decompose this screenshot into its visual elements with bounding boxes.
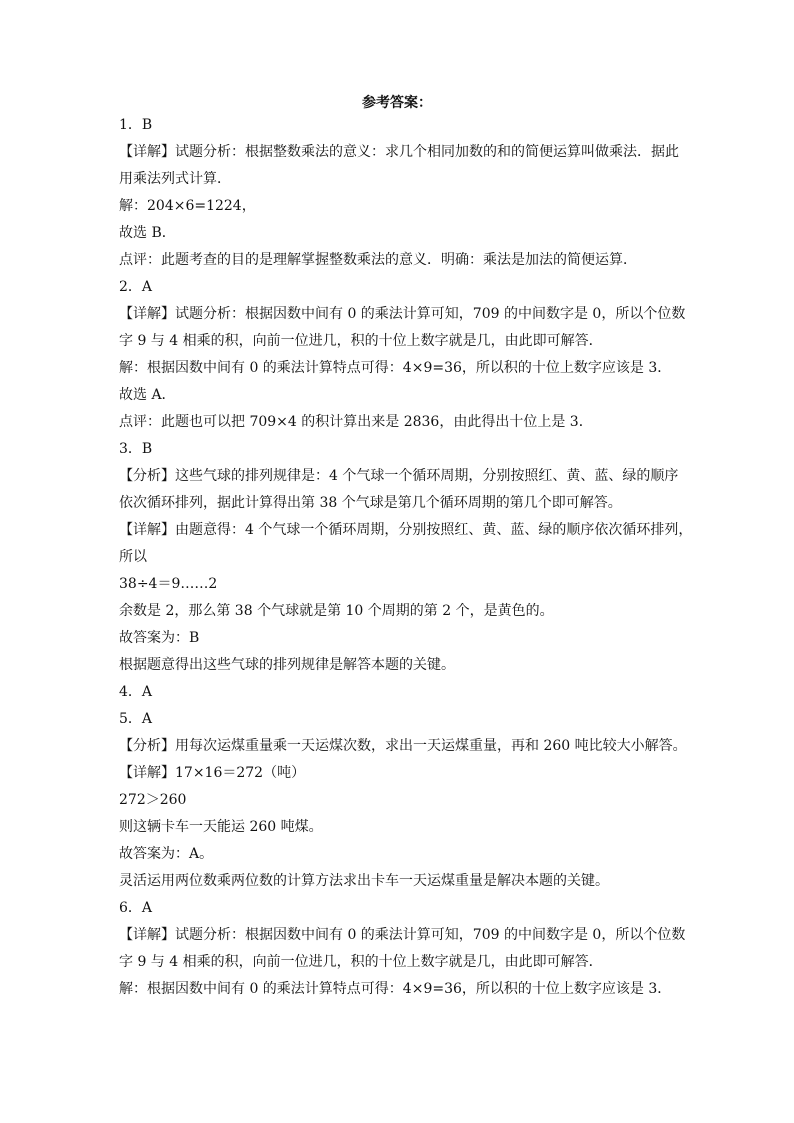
text-line: 【详解】试题分析：根据因数中间有 0 的乘法计算可知，709 的中间数字是 0，所以个位数 xyxy=(119,306,686,322)
text-line: 4．A xyxy=(119,684,153,700)
text-line: 2．A xyxy=(119,279,153,295)
text-line: 38÷4＝9……2 xyxy=(119,576,218,592)
text-line: 用乘法列式计算． xyxy=(119,171,231,187)
text-line: 依次循环排列，据此计算得出第 38 个气球是第几个循环周期的第几个即可解答。 xyxy=(119,495,622,511)
text-line: 点评：此题考查的目的是理解掌握整数乘法的意义．明确：乘法是加法的简便运算． xyxy=(119,252,637,268)
text-line: 解：204×6=1224， xyxy=(119,198,256,214)
text-line: 5．A xyxy=(119,711,153,727)
text-line: 余数是 2，那么第 38 个气球就是第 10 个周期的第 2 个，是黄色的。 xyxy=(119,603,554,619)
text-line: 故答案为：B xyxy=(119,630,200,646)
text-line: 【详解】17×16＝272（吨） xyxy=(119,765,306,781)
text-line: 故答案为：A。 xyxy=(119,846,214,862)
text-line: 解：根据因数中间有 0 的乘法计算特点可得：4×9=36，所以积的十位上数字应该是 3． xyxy=(119,360,672,376)
text-line: 3．B xyxy=(119,441,153,457)
text-line: 点评：此题也可以把 709×4 的积计算出来是 2836，由此得出十位上是 3． xyxy=(119,414,593,430)
text-line: 解：根据因数中间有 0 的乘法计算特点可得：4×9=36，所以积的十位上数字应该是 3． xyxy=(119,981,672,997)
text-line: 【详解】由题意得：4 个气球一个循环周期，分别按照红、黄、蓝、绿的顺序依次循环排列， xyxy=(119,522,693,538)
text-line: 则这辆卡车一天能运 260 吨煤。 xyxy=(119,819,323,835)
text-line: 故选 B． xyxy=(119,225,176,241)
text-line: 所以 xyxy=(119,549,147,565)
text-line: 字 9 与 4 相乘的积，向前一位进几，积的十位上数字就是几，由此即可解答． xyxy=(119,333,603,349)
text-line: 6．A xyxy=(119,900,153,916)
text-line: 272＞260 xyxy=(119,792,187,808)
text-line: 1．B xyxy=(119,117,153,133)
text-line: 根据题意得出这些气球的排列规律是解答本题的关键。 xyxy=(119,657,455,673)
answer-content xyxy=(119,112,693,1003)
page-title: 参考答案： xyxy=(362,95,432,111)
text-line: 故选 A． xyxy=(119,387,176,403)
text-line: 【详解】试题分析：根据因数中间有 0 的乘法计算可知，709 的中间数字是 0，所以个位数 xyxy=(119,927,686,943)
text-line: 字 9 与 4 相乘的积，向前一位进几，积的十位上数字就是几，由此即可解答． xyxy=(119,954,603,970)
text-line: 【分析】这些气球的排列规律是：4 个气球一个循环周期，分别按照红、黄、蓝、绿的顺序 xyxy=(119,468,679,484)
text-line: 【详解】试题分析：根据整数乘法的意义：求几个相同加数的和的简便运算叫做乘法．据此 xyxy=(119,144,679,160)
text-line: 灵活运用两位数乘两位数的计算方法求出卡车一天运煤重量是解决本题的关键。 xyxy=(119,873,609,889)
text-line: 【分析】用每次运煤重量乘一天运煤次数，求出一天运煤重量，再和 260 吨比较大小解答。 xyxy=(119,738,687,754)
